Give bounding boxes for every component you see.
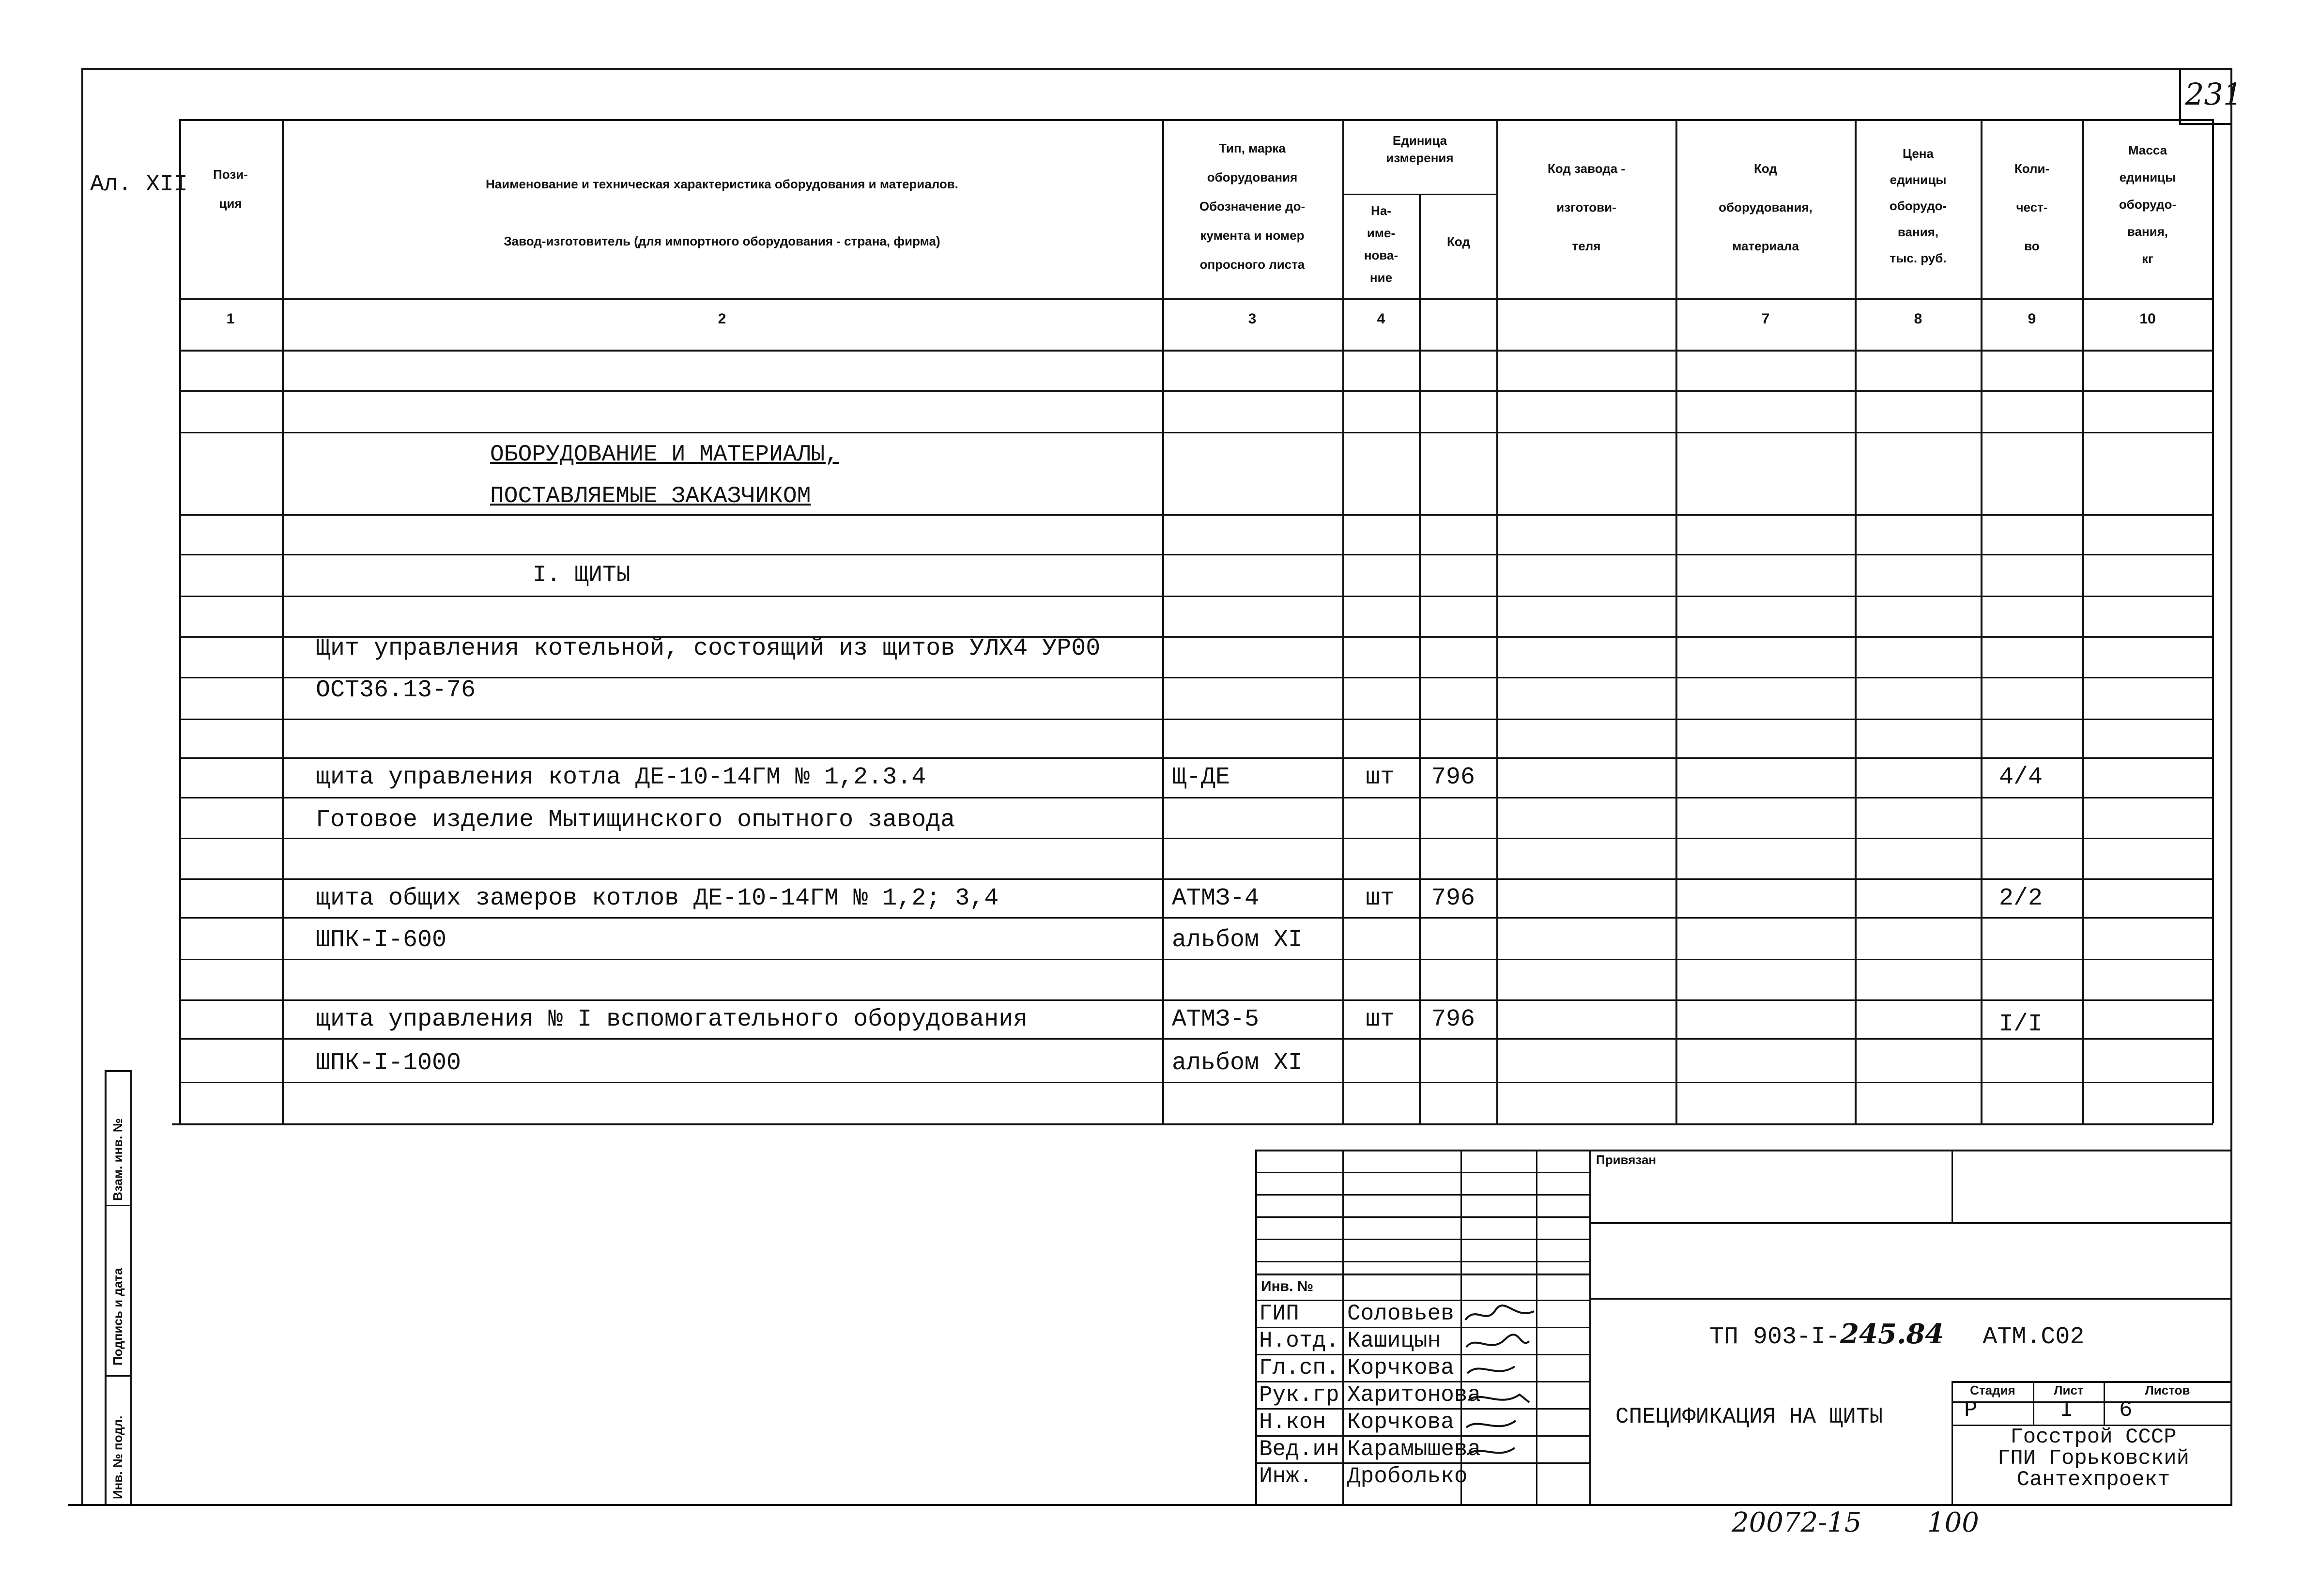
item-name: ОСТ36.13-76: [316, 676, 476, 704]
archive-number: 100: [1927, 1507, 1979, 1538]
item-name: Готовое изделие Мытищинского опытного завода: [316, 806, 955, 834]
header-equipment-code: Код оборудования, материала: [1719, 161, 1813, 253]
role-label: Гл.сп.: [1259, 1355, 1339, 1381]
role-label: Н.кон: [1259, 1410, 1326, 1435]
role-label: Вед.ин: [1259, 1437, 1339, 1462]
item-name: ШПК-I-600: [316, 926, 447, 954]
archive-stamp: 20072-15: [1732, 1507, 1862, 1538]
header-type: Тип, марка оборудования Обозначение до- кумента и номер опросного листа: [1199, 141, 1306, 272]
organization: Госстрой СССР ГПИ Горьковский Сантехпроект: [1997, 1425, 2190, 1492]
section-title-2: ПОСТАВЛЯЕМЫЕ ЗАКАЗЧИКОМ: [490, 483, 811, 509]
person-name: Харитонова: [1347, 1382, 1481, 1408]
person-name: Кашицын: [1347, 1328, 1441, 1353]
album-label: Ал. XII: [90, 171, 188, 198]
item-quantity: 4/4: [1999, 764, 2043, 791]
item-name: щита общих замеров котлов ДЕ-10-14ГМ № 1,2; 3,4: [316, 885, 999, 912]
item-name: ШПК-I-1000: [316, 1049, 461, 1077]
attached-label: Привязан: [1596, 1152, 1657, 1167]
item-unit: шт: [1366, 885, 1395, 912]
header-name: Наименование и техническая характеристика оборудования и материалов. Завод-изготовитель (для импортного оборудования - страна, фирма): [485, 177, 958, 248]
item-name: щита управления котла ДЕ-10-14ГМ № 1,2.3.4: [316, 764, 926, 791]
item-unit: шт: [1366, 1006, 1395, 1033]
item-name: щита управления № I вспомогательного оборудования: [316, 1006, 1028, 1033]
role-label: Инж.: [1259, 1464, 1313, 1489]
item-unit-code: 796: [1431, 764, 1475, 791]
header-position: Пози- ция: [213, 167, 248, 211]
item-type: АТМЗ-4: [1172, 885, 1260, 912]
side-label-inv-orig: Инв. № подл.: [110, 1415, 125, 1499]
col-num-8: 8: [1914, 311, 1922, 327]
col-num-10: 10: [2139, 311, 2156, 327]
role-label: Н.отд.: [1259, 1328, 1339, 1353]
section-title-1: ОБОРУДОВАНИЕ И МАТЕРИАЛЫ,: [490, 442, 839, 468]
sheets-label: Листов: [2145, 1383, 2190, 1397]
header-unit-group: Единица измерения: [1386, 133, 1454, 165]
item-unit: шт: [1366, 764, 1395, 791]
item-type: АТМЗ-5: [1172, 1006, 1260, 1033]
header-unit-code: Код: [1447, 234, 1470, 249]
person-name: Корчкова: [1347, 1355, 1454, 1381]
side-label-replaced-inv: Взам. инв. №: [110, 1118, 125, 1201]
header-unit-name: На- име- нова- ние: [1364, 203, 1398, 285]
sheet-label: Лист: [2054, 1383, 2084, 1397]
item-unit-code: 796: [1431, 885, 1475, 912]
person-name: Карамышева: [1347, 1437, 1481, 1462]
role-label: ГИП: [1259, 1301, 1299, 1326]
side-label-signature: Подпись и дата: [110, 1268, 125, 1366]
item-type: альбом XI: [1172, 1049, 1303, 1077]
inv-number-label: Инв. №: [1261, 1278, 1314, 1294]
header-factory-code: Код завода - изготови- теля: [1547, 161, 1626, 253]
header-price: Цена единицы оборудо- вания, тыс. руб.: [1889, 146, 1947, 265]
stage-label: Стадия: [1970, 1383, 2015, 1397]
col-num-4: 4: [1377, 311, 1385, 327]
col-num-2: 2: [718, 311, 726, 327]
item-name: Щит управления котельной, состоящий из щитов УЛХ4 УР00: [316, 635, 1101, 662]
document-code: ТП 903-I-245.84 АТМ.С02: [1709, 1318, 2085, 1351]
col-num-7: 7: [1761, 311, 1770, 327]
sheets-value: 6: [2119, 1397, 2133, 1423]
person-name: Дроболько: [1347, 1464, 1468, 1489]
stage-value: Р: [1964, 1397, 1978, 1423]
item-type: Щ-ДЕ: [1172, 764, 1230, 791]
item-type: альбом XI: [1172, 926, 1303, 954]
col-num-9: 9: [2028, 311, 2036, 327]
document-title: СПЕЦИФИКАЦИЯ НА ЩИТЫ: [1615, 1404, 1883, 1429]
page-number: 231: [2185, 77, 2243, 112]
col-num-1: 1: [226, 311, 235, 327]
role-label: Рук.гр: [1259, 1382, 1339, 1408]
item-unit-code: 796: [1431, 1006, 1475, 1033]
signatures-icon: [1461, 1301, 1539, 1494]
section-subtitle: I. ЩИТЫ: [533, 562, 630, 588]
person-name: Соловьев: [1347, 1301, 1454, 1326]
header-quantity: Коли- чест- во: [2014, 161, 2050, 253]
col-num-3: 3: [1248, 311, 1257, 327]
item-quantity: 2/2: [1999, 885, 2043, 912]
sheet-value: I: [2060, 1397, 2074, 1423]
person-name: Корчкова: [1347, 1410, 1454, 1435]
item-quantity: I/I: [1999, 1011, 2043, 1038]
header-mass: Масса единицы оборудо- вания, кг: [2119, 143, 2177, 266]
